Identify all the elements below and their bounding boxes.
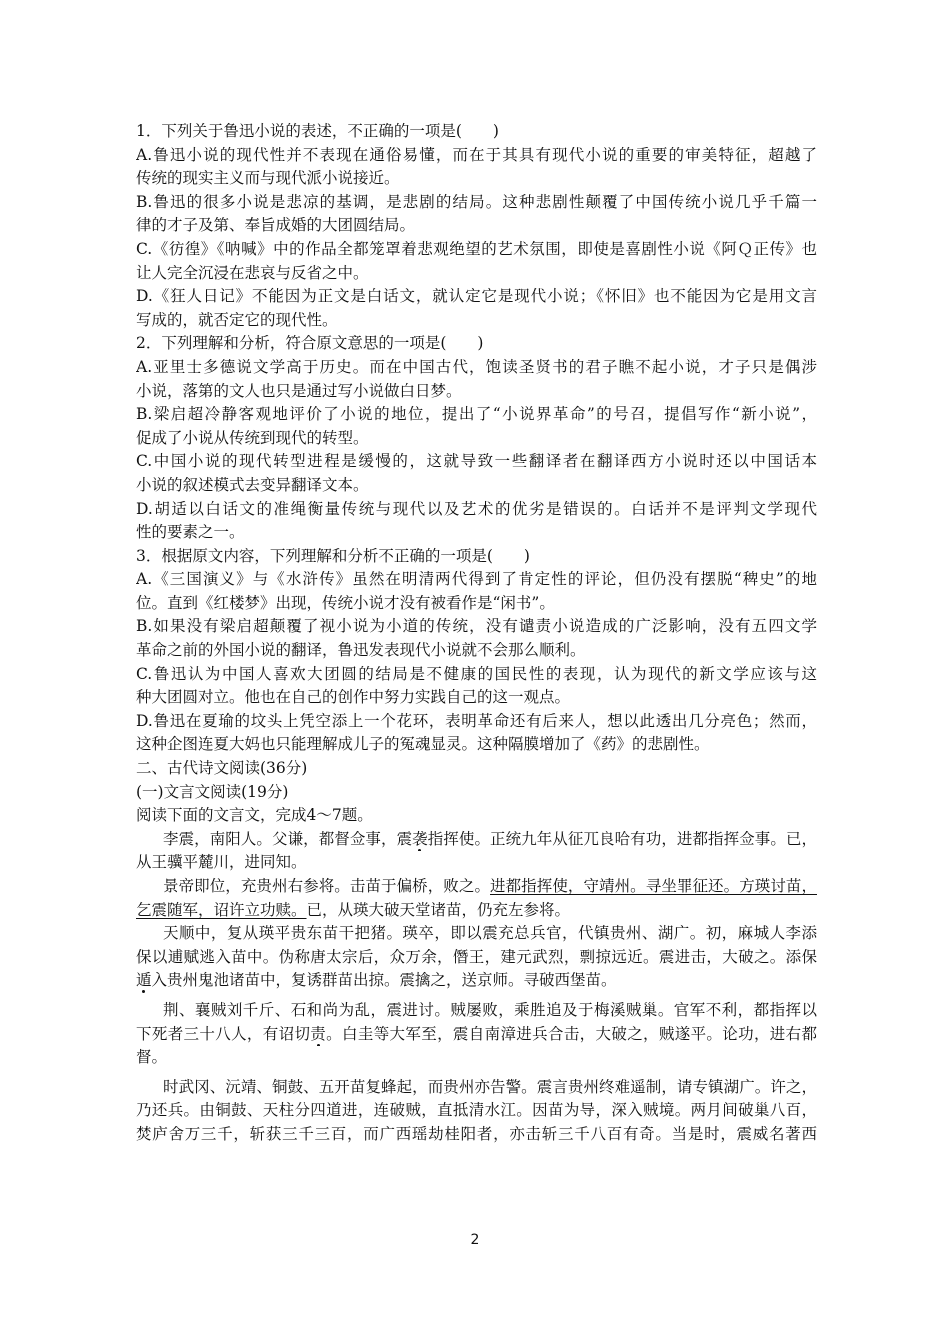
passage-line xyxy=(136,875,817,899)
option-c-line: C.《彷徨》《呐喊》中的作品全都笼罩着悲观绝望的艺术氛围，即使是喜剧性小说《阿Ｑ正传》也 xyxy=(136,239,817,258)
passage-line xyxy=(136,899,817,923)
option-c-line: C.鲁迅认为中国人喜欢大团圆的结局是不健康的国民性的表现，认为现代的新文学应该与这 xyxy=(136,664,817,683)
option-a-line: A.鲁迅小说的现代性并不表现在通俗易懂，而在于其具有现代小说的重要的审美特征，超越了 xyxy=(136,145,817,164)
section-title: 二、古代诗文阅读(36分) xyxy=(136,759,308,778)
option-a-line: A.亚里士多德说文学高于历史。而在中国古代，饱读圣贤书的君子瞧不起小说，才子只是偶涉 xyxy=(136,357,817,376)
option-a-line: 传统的现实主义而与现代派小说接近。 xyxy=(136,169,400,188)
option-a-line: 小说，落第的文人也只是通过写小说做白日梦。 xyxy=(136,381,462,400)
question-stem: 1．下列关于鲁迅小说的表述，不正确的一项是( ) xyxy=(136,122,499,140)
option-d-line: 这种企图连夏大妈也只能理解成儿子的冤魂显灵。这种隔膜增加了《药》的悲剧性。 xyxy=(136,735,710,754)
option-c-line: 让人完全沉浸在悲哀与反省之中。 xyxy=(136,263,369,282)
option-c-line: 种大团圆对立。他也在自己的创作中努力实践自己的这一观点。 xyxy=(136,688,571,707)
question-stem: 3．根据原文内容，下列理解和分析不正确的一项是( ) xyxy=(136,546,530,565)
option-d-line: D.胡适以白话文的准绳衡量传统与现代以及艺术的优劣是错误的。白话并不是评判文学现代 xyxy=(136,499,817,518)
option-d-line: 写成的，就否定它的现代性。 xyxy=(136,310,338,329)
passage-line: 乃还兵。由铜鼓、天柱分四道进，连破贼，直抵清水江。因苗为导，深入贼境。两月间破巢八百， xyxy=(136,1101,817,1120)
emphasis-dot-char: 责 xyxy=(310,1024,327,1043)
passage-text: 下死者三十八人，有诏切 xyxy=(136,1024,311,1043)
option-d-line: D.《狂人日记》不能因为正文是白话文，就认定它是现代小说；《怀旧》也不能因为它是用文言 xyxy=(136,287,817,306)
passage-text: 。白圭等大军至，震自南漳进兵合击，大破之，贼遂平。论功，进右都 xyxy=(326,1024,817,1043)
question-2 xyxy=(136,332,817,544)
passage-paragraph-1 xyxy=(136,828,817,875)
option-b-line: B.如果没有梁启超颠覆了视小说为小道的传统，没有谴责小说造成的广泛影响，没有五四文学 xyxy=(136,617,817,636)
option-b-line: 革命之前的外国小说的翻译，鲁迅发表现代小说就不会那么顺利。 xyxy=(136,641,586,660)
question-1 xyxy=(136,120,817,332)
passage-paragraph-3 xyxy=(136,922,817,993)
section-subtitle: (一)文言文阅读(19分) xyxy=(136,782,289,801)
page-number: 2 xyxy=(470,1232,480,1248)
option-d-line: 性的要素之一。 xyxy=(136,523,245,542)
question-3 xyxy=(136,545,817,757)
section-instruction: 阅读下面的文言文，完成4～7题。 xyxy=(136,806,373,825)
option-a-line: A.《三国演义》与《水浒传》虽然在明清两代得到了肯定性的评论，但仍没有摆脱“稗史”的地 xyxy=(136,570,817,589)
passage-paragraph-2 xyxy=(136,875,817,922)
emphasis-dot-char: 袭 xyxy=(412,829,428,848)
passage-line xyxy=(136,1023,817,1047)
classical-passage xyxy=(136,828,817,1147)
emphasis-dot-char: 遁 xyxy=(136,971,152,990)
passage-text: 指挥使。正统九年从征兀良哈有功，进都指挥佥事。已， xyxy=(427,829,817,848)
option-c-line: C.中国小说的现代转型进程是缓慢的，这就导致一些翻译者在翻译西方小说时还以中国话本 xyxy=(136,452,817,471)
option-b-line: B.梁启超冷静客观地评价了小说的地位，提出了“小说界革命”的号召，提倡写作“新小说”， xyxy=(136,405,817,424)
option-c-line: 小说的叙述模式去变异翻译文本。 xyxy=(136,475,369,494)
passage-line xyxy=(136,828,817,852)
question-stem: 2．下列理解和分析，符合原文意思的一项是( ) xyxy=(136,334,484,353)
passage-paragraph-4 xyxy=(136,999,817,1070)
passage-line: 从王骥平麓川，进同知。 xyxy=(136,853,307,872)
passage-line: 时武冈、沅靖、铜鼓、五开苗复蜂起，而贵州亦告警。震言贵州终难遥制，请专镇湖广。许之， xyxy=(163,1077,817,1096)
underlined-text: 进都指挥使，守靖州。寻坐罪征还。方瑛讨苗， xyxy=(490,877,817,895)
passage-paragraph-5 xyxy=(136,1076,817,1147)
passage-line: 督。 xyxy=(136,1048,168,1067)
option-d-line: D.鲁迅在夏瑜的坟头上凭空添上一个花环，表明革命还有后来人，想以此透出几分亮色；然而， xyxy=(136,711,817,730)
option-b-line: 律的才子及第、奉旨成婚的大团圆结局。 xyxy=(136,216,416,235)
passage-line: 焚庐舍万三千，斩获三千三百，而广西瑶劫桂阳者，亦击斩三千八百有奇。当是时，震威名著西 xyxy=(136,1124,817,1143)
passage-text: 景帝即位，充贵州右参将。击苗于偏桥，败之。 xyxy=(163,877,491,895)
passage-line: 天顺中，复从瑛平贵东苗干把猪。瑛卒，即以震充总兵官，代镇贵州、湖广。初，麻城人李添 xyxy=(163,924,817,943)
passage-line: 荆、襄贼刘千斤、石和尚为乱，震进讨。贼屡败，乘胜追及于梅溪贼巢。官军不利，都指挥以 xyxy=(163,1000,817,1019)
option-a-line: 位。直到《红楼梦》出现，传统小说才没有被看作是“闲书”。 xyxy=(136,593,555,612)
passage-text: 已，从瑛大破天堂诸苗，仍充左参将。 xyxy=(306,900,571,919)
option-b-line: B.鲁迅的很多小说是悲凉的基调，是悲剧的结局。这种悲剧性颠覆了中国传统小说几乎千篇一 xyxy=(136,192,817,211)
option-b-line: 促成了小说从传统到现代的转型。 xyxy=(136,428,369,447)
passage-line: 保以逋赋逃入苗中。伪称唐太宗后，众万余，僭王，建元武烈，剽掠远近。震进击，大破之。添保 xyxy=(136,947,817,966)
passage-text: 李震，南阳人。父谦，都督佥事，震 xyxy=(163,829,413,848)
section-header xyxy=(136,757,817,828)
underlined-text: 乞震随军，诏许立功赎。 xyxy=(136,900,307,919)
passage-line xyxy=(136,969,817,993)
passage-text: 入贵州鬼池诸苗中，复诱群苗出掠。震擒之，送京师。寻破西堡苗。 xyxy=(151,971,617,990)
